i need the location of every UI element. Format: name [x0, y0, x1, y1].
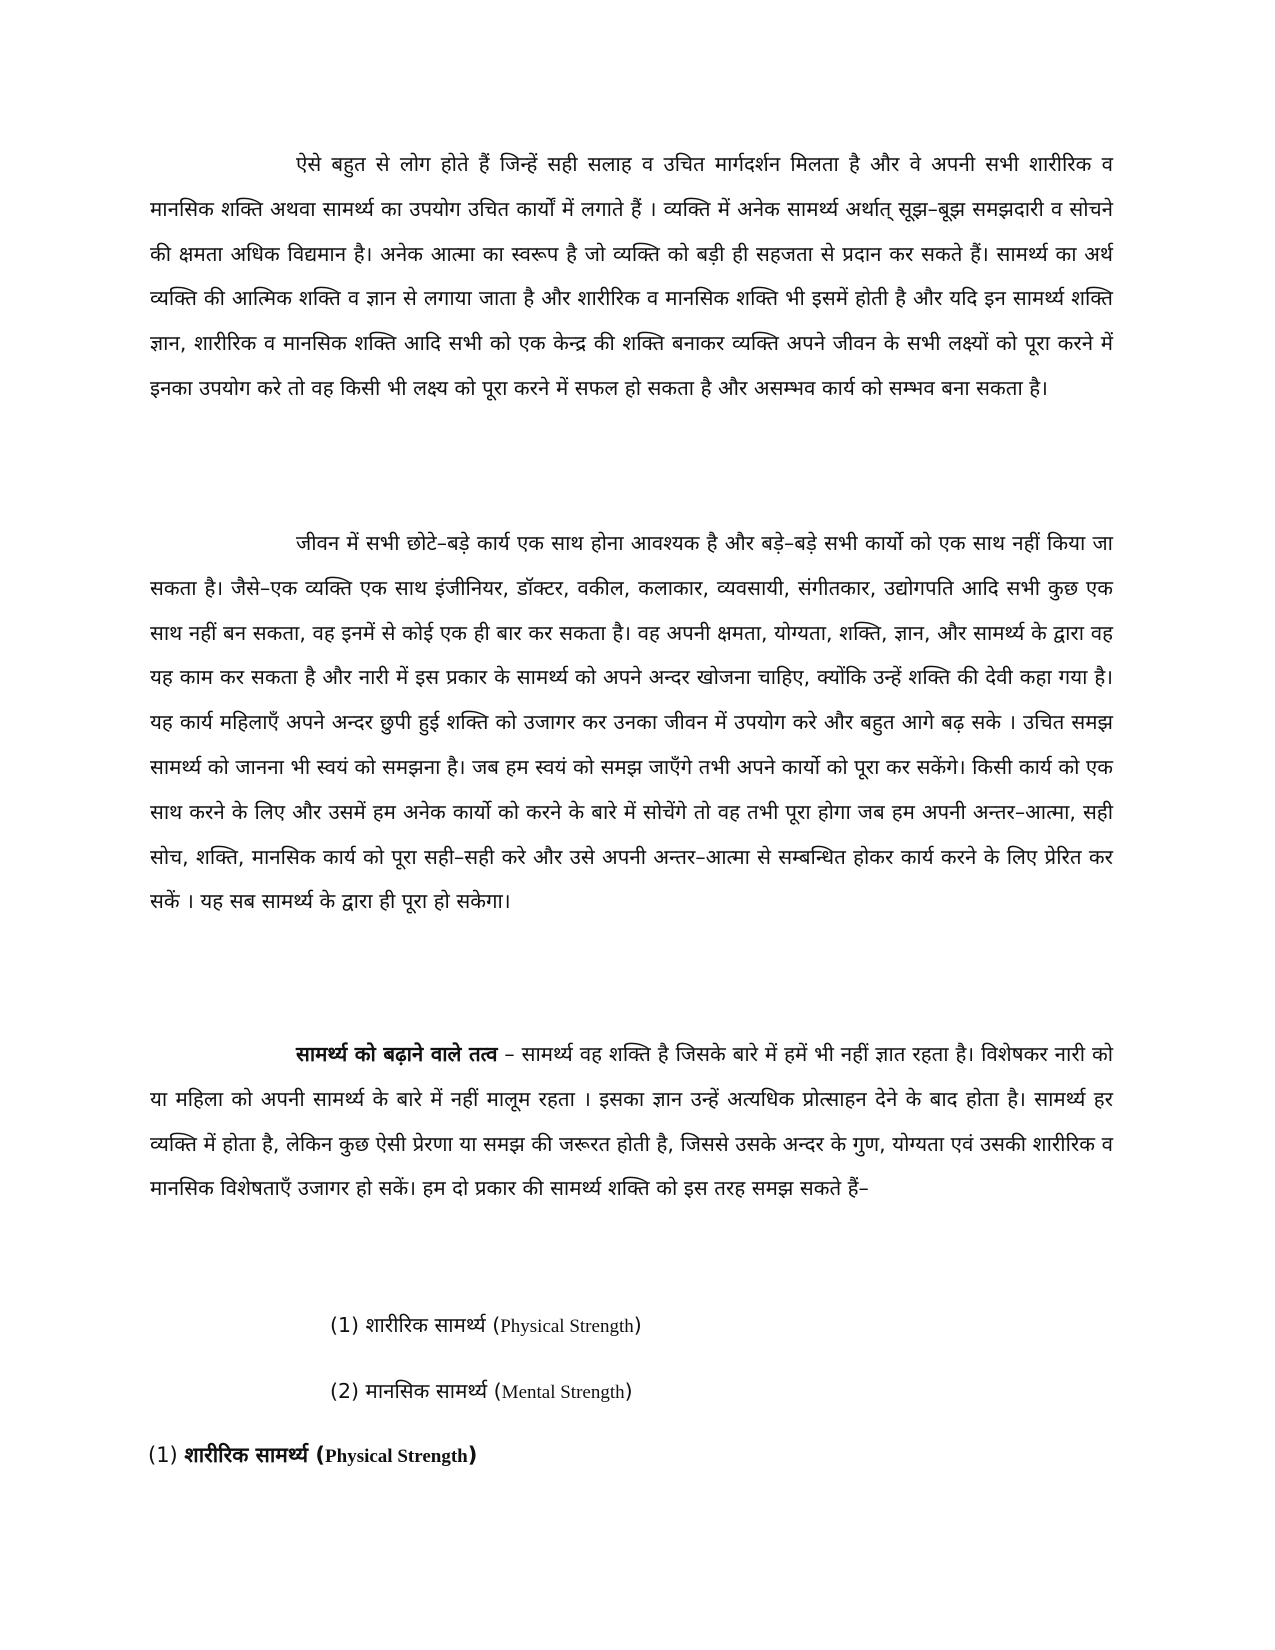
section-heading-english: Physical Strength — [325, 1446, 468, 1467]
paragraph-2-text: जीवन में सभी छोटे–बड़े कार्य एक साथ होना आवश्यक है और बड़े–बड़े सभी कार्यो को एक साथ नहीं किया जा सकता है। जैसे–एक व्यक्ति एक साथ इंजीनियर, डॉक्टर, वकील, कलाकार, व्यवसायी, संगीतकार, उद्योगपति आदि सभी कुछ एक साथ नहीं बन सकता, वह इनमें से कोई एक ही बार कर सकता है। वह अपनी क्षमता, योग्यता, शक्ति, ज्ञान, और सामर्थ्य के द्वारा वह यह काम कर सकता है और नारी में इस प्रकार के सामर्थ्य को अपने अन्दर खोजना चाहिए, क्योंकि उन्हें शक्ति की देवी कहा गया है। यह कार्य महिलाएँ अपने अन्दर छुपी हुई शक्ति को उजागर कर उनका जीवन में उपयोग करे और बहुत आगे बढ़ सके । उचित समझ सामर्थ्य को जानना भी स्वयं को समझना है। जब हम स्वयं को समझ जाएँगे तभी अपने कार्यो को पूरा कर सकेंगे। किसी कार्य को एक साथ करने के लिए और उसमें हम अनेक कार्यो को करने के बारे में सोचेंगे तो वह तभी पूरा होगा जब हम अपनी अन्तर–आत्मा, सही सोच, शक्ति, मानसिक कार्य को पूरा सही–सही करे और उसे अपनी अन्तर–आत्मा से सम्बन्धित होकर कार्य करने के लिए प्रेरित कर सकें । यह सब सामर्थ्य के द्वारा ही पूरा हो सकेगा। — [150, 531, 1113, 914]
list-item-mental-close: ) — [624, 1379, 633, 1403]
section-heading-close: ) — [467, 1443, 478, 1467]
list-item-physical-close: ) — [633, 1313, 642, 1337]
paragraph-2 — [150, 521, 1113, 924]
list-item-physical-english: Physical Strength — [500, 1316, 634, 1337]
section-heading-hindi: शारीरिक सामर्थ्य ( — [184, 1443, 326, 1467]
paragraph-1-text: ऐसे बहुत से लोग होते हैं जिन्हें सही सलाह व उचित मार्गदर्शन मिलता है और वे अपनी सभी शारीरिक व मानसिक शक्ति अथवा सामर्थ्य का उपयोग उचित कार्यों में लगाते हैं । व्यक्ति में अनेक सामर्थ्य अर्थात् सूझ–बूझ समझदारी व सोचने की क्षमता अधिक विद्यमान है। अनेक आत्मा का स्वरूप है जो व्यक्ति को बड़ी ही सहजता से प्रदान कर सकते हैं। सामर्थ्य का अर्थ व्यक्ति की आत्मिक शक्ति व ज्ञान से लगाया जाता है और शारीरिक व मानसिक शक्ति भी इसमें होती है और यदि इन सामर्थ्य शक्ति ज्ञान, शारीरिक व मानसिक शक्ति आदि सभी को एक केन्द्र की शक्ति बनाकर व्यक्ति अपने जीवन के सभी लक्ष्यों को पूरा करने में इनका उपयोग करे तो वह किसी भी लक्ष्य को पूरा करने में सफल हो सकता है और असम्भव कार्य को सम्भव बना सकता है। — [150, 152, 1113, 400]
paragraph-3-lead: सामर्थ्य को बढ़ाने वाले तत्व — [296, 1042, 498, 1066]
paragraph-3-body: – सामर्थ्य वह शक्ति है जिसके बारे में हमें भी नहीं ज्ञात रहता है। विशेषकर नारी को या महिला को अपनी सामर्थ्य के बारे में नहीं मालूम रहता । इसका ज्ञान उन्हें अत्यधिक प्रोत्साहन देने के बाद होता है। सामर्थ्य हर व्यक्ति में होता है, लेकिन कुछ ऐसी प्रेरणा या समझ की जरूरत होती है, जिससे उसके अन्दर के गुण, योग्यता एवं उसकी शारीरिक व मानसिक विशेषताएँ उजागर हो सकें। हम दो प्रकार की सामर्थ्य शक्ति को इस तरह समझ सकते हैं– — [150, 1042, 1113, 1201]
paragraph-3 — [150, 1032, 1113, 1211]
section-heading-number: (1) — [148, 1443, 185, 1467]
list-item-mental-hindi: (2) मानसिक सामर्थ्य ( — [330, 1379, 502, 1403]
list-item-physical — [330, 1310, 642, 1342]
section-heading — [148, 1440, 477, 1472]
list-item-mental — [330, 1376, 633, 1408]
paragraph-1 — [150, 142, 1113, 411]
list-item-mental-english: Mental Strength — [501, 1382, 625, 1403]
list-item-physical-hindi: (1) शारीरिक सामर्थ्य ( — [330, 1313, 501, 1337]
